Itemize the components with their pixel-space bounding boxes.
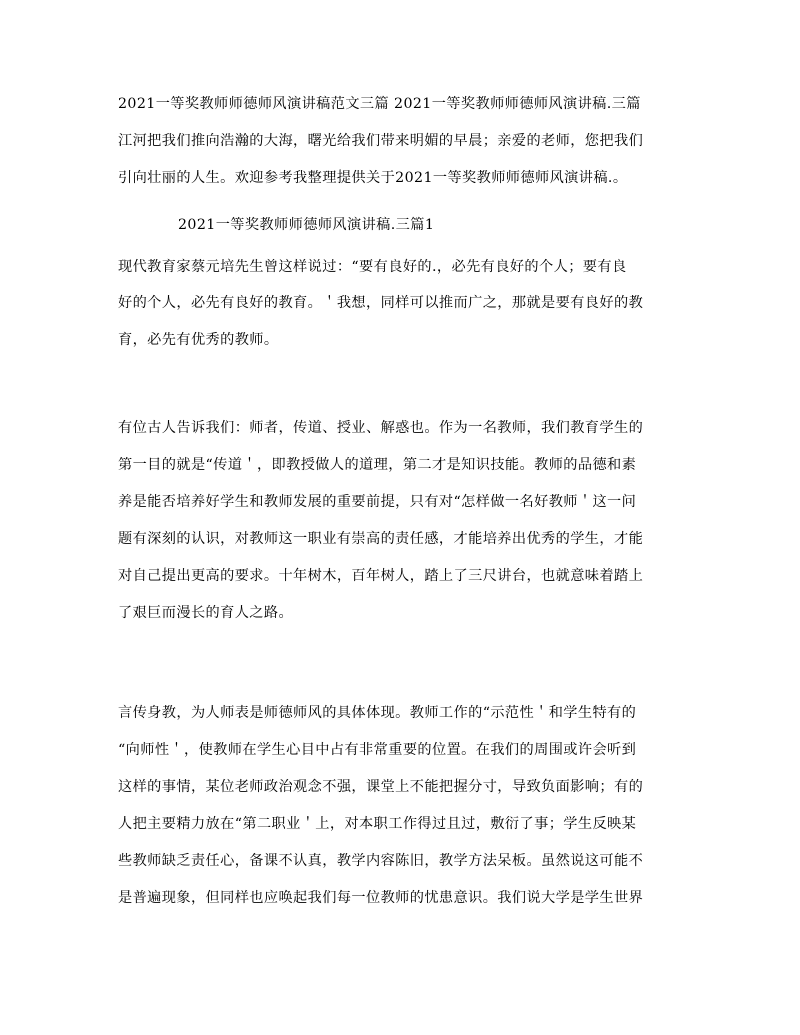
paragraph-3-line-4: 人把主要精力放在“第二职业＇上，对本职工作得过且过，敷衍了事；学生反映某: [118, 816, 637, 832]
intro-line-2: 引向壮丽的人生。欢迎参考我整理提供关于2021一等奖教师师德师风演讲稿.。: [118, 170, 628, 186]
paragraph-3-line-6: 是普遍现象，但同样也应唤起我们每一位教师的忧患意识。我们说大学是学生世界: [118, 890, 644, 906]
paragraph-2-line-3: 养是能否培养好学生和教师发展的重要前提，只有对“怎样做一名好教师＇这一问: [118, 494, 637, 510]
paragraph-2-line-4: 题有深刻的认识，对教师这一职业有崇高的责任感，才能培养出优秀的学生，才能: [118, 531, 644, 547]
paragraph-1-line-2: 好的个人，必先有良好的教育。＇我想，同样可以推而广之，那就是要有良好的教: [118, 295, 644, 311]
paragraph-2-line-2: 第一目的就是“传道＇，即教授做人的道理，第二才是知识技能。教师的品德和素: [118, 457, 637, 473]
section-heading: 2021一等奖教师师德师风演讲稿.三篇1: [178, 217, 435, 233]
paragraph-3-line-2: “向师性＇，使教师在学生心目中占有非常重要的位置。在我们的周围或许会听到: [118, 742, 637, 758]
intro-line-1: 江河把我们推向浩瀚的大海，曙光给我们带来明媚的早晨；亲爱的老师，您把我们: [118, 133, 644, 149]
paragraph-3-line-5: 些教师缺乏责任心，备课不认真，教学内容陈旧，教学方法呆板。虽然说这可能不: [118, 853, 644, 869]
paragraph-3-line-1: 言传身教，为人师表是师德师风的具体体现。教师工作的“示范性＇和学生特有的: [118, 705, 637, 721]
paragraph-1-line-3: 育，必先有优秀的教师。: [118, 332, 279, 348]
paragraph-3-line-3: 这样的事情，某位老师政治观念不强，课堂上不能把握分寸，导致负面影响；有的: [118, 779, 644, 795]
paragraph-1-line-1: 现代教育家蔡元培先生曾这样说过：“要有良好的.，必先有良好的个人；要有良: [118, 259, 627, 275]
paragraph-2-line-6: 了艰巨而漫长的育人之路。: [118, 605, 294, 621]
document-title-line: 2021一等奖教师师德师风演讲稿范文三篇 2021一等奖教师师德师风演讲稿.三篇: [118, 96, 641, 112]
paragraph-2-line-5: 对自己提出更高的要求。十年树木，百年树人，踏上了三尺讲台，也就意味着踏上: [118, 568, 644, 584]
paragraph-2-line-1: 有位古人告诉我们：师者，传道、授业、解惑也。作为一名教师，我们教育学生的: [118, 420, 644, 436]
